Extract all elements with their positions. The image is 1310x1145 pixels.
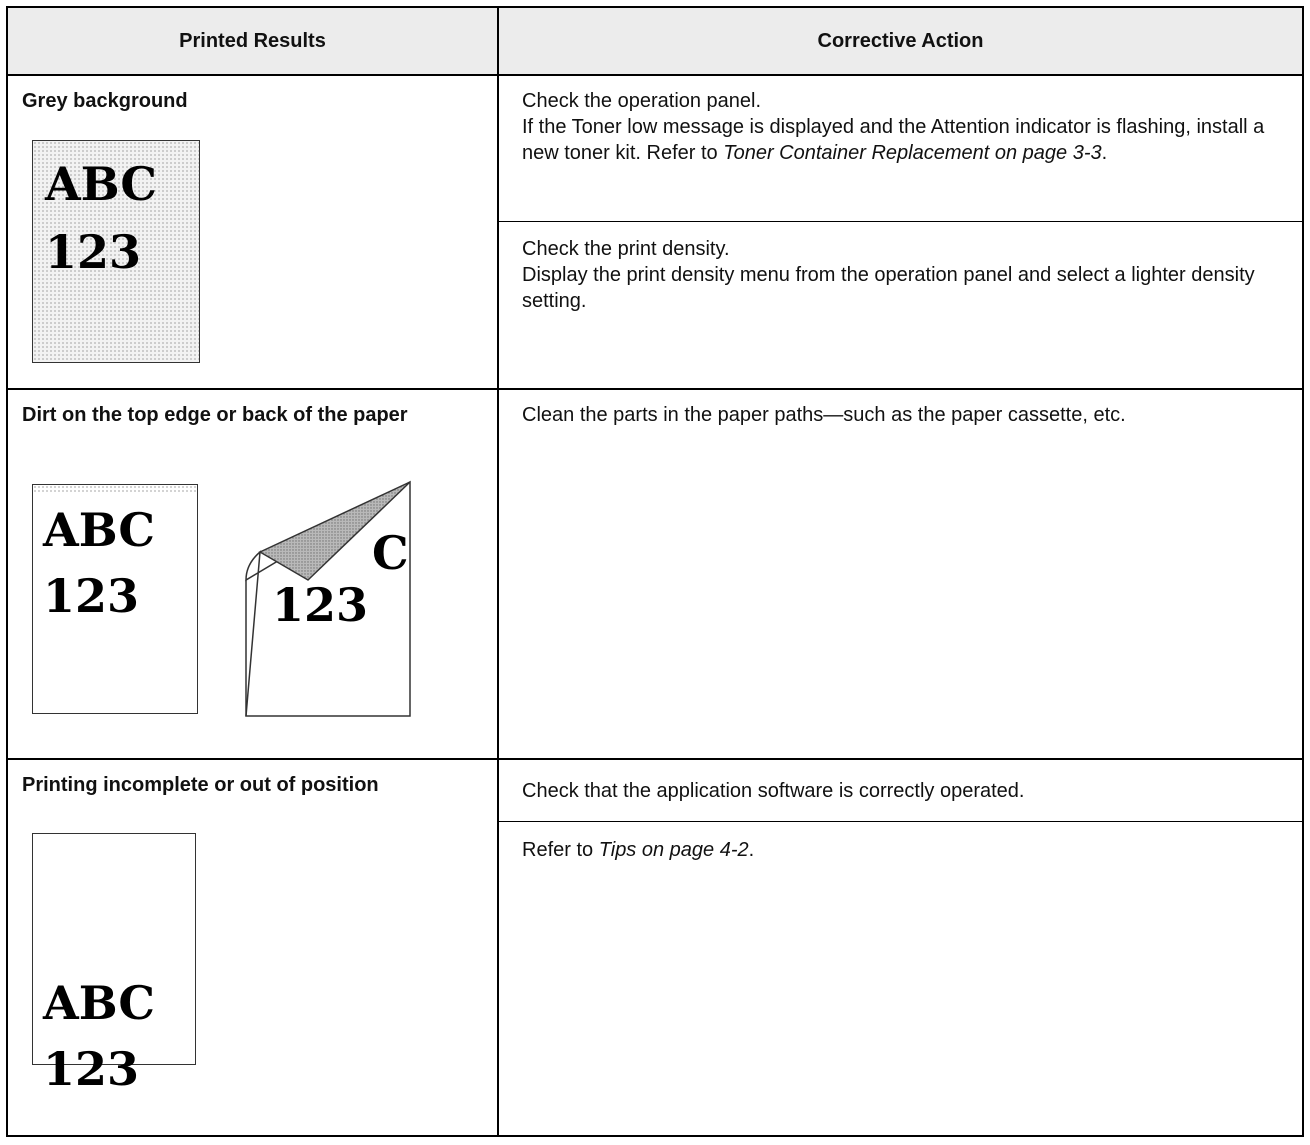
sample-text-c: C bbox=[372, 526, 409, 580]
row-title-grey-background: Grey background bbox=[22, 90, 188, 112]
action-lead: Check the print density. bbox=[522, 238, 730, 260]
row-divider bbox=[8, 388, 1302, 390]
header-printed-results: Printed Results bbox=[179, 30, 326, 52]
dirt-mark bbox=[33, 485, 197, 493]
action-lead: Check the operation panel. bbox=[522, 90, 762, 112]
sample-text-123: 123 bbox=[43, 569, 140, 623]
action-check-operation-panel bbox=[522, 88, 1292, 166]
action-divider bbox=[499, 221, 1302, 222]
dirt-top-edge-sample-image bbox=[32, 484, 198, 714]
sample-text-123-cut: 123 bbox=[43, 1042, 140, 1096]
action-divider bbox=[499, 821, 1302, 822]
reference-link: Toner Container Replacement on page 3-3 bbox=[723, 142, 1102, 164]
sample-text-123: 123 bbox=[272, 578, 369, 632]
reference-link: Tips on page 4-2 bbox=[598, 839, 749, 861]
column-divider bbox=[497, 8, 499, 1135]
header-corrective-action: Corrective Action bbox=[817, 30, 984, 52]
action-clean-paper-paths bbox=[522, 402, 1292, 428]
action-text: Check that the application software is correctly operated. bbox=[522, 780, 1025, 802]
row-title-dirt-on-edge: Dirt on the top edge or back of the paper bbox=[22, 404, 408, 426]
action-text: Clean the parts in the paper paths—such as the paper cassette, etc. bbox=[522, 404, 1126, 426]
action-refer-to-tips: Refer to Tips on page 4-2. bbox=[522, 839, 755, 861]
sample-text-abc: ABC bbox=[43, 976, 156, 1030]
action-check-print-density bbox=[522, 236, 1292, 314]
sample-text-abc: ABC bbox=[45, 157, 158, 211]
sample-text-abc: ABC bbox=[43, 503, 156, 557]
row-title-printing-incomplete: Printing incomplete or out of position bbox=[22, 774, 379, 796]
header-divider bbox=[8, 74, 1302, 76]
troubleshooting-table bbox=[6, 6, 1304, 1137]
row-divider bbox=[8, 758, 1302, 760]
curled-page-sample-image bbox=[244, 480, 414, 718]
action-text: If the Toner low message is displayed and the Attention indicator is flashing, install a new toner kit. Refer to Toner Container Replacement on page 3-3. bbox=[522, 116, 1265, 164]
sample-text-123: 123 bbox=[45, 225, 142, 279]
grey-background-sample-image bbox=[32, 140, 200, 363]
action-text: Display the print density menu from the operation panel and select a lighter density setting. bbox=[522, 264, 1255, 312]
action-check-application-software bbox=[522, 778, 1292, 804]
printing-incomplete-sample-image bbox=[32, 833, 196, 1096]
